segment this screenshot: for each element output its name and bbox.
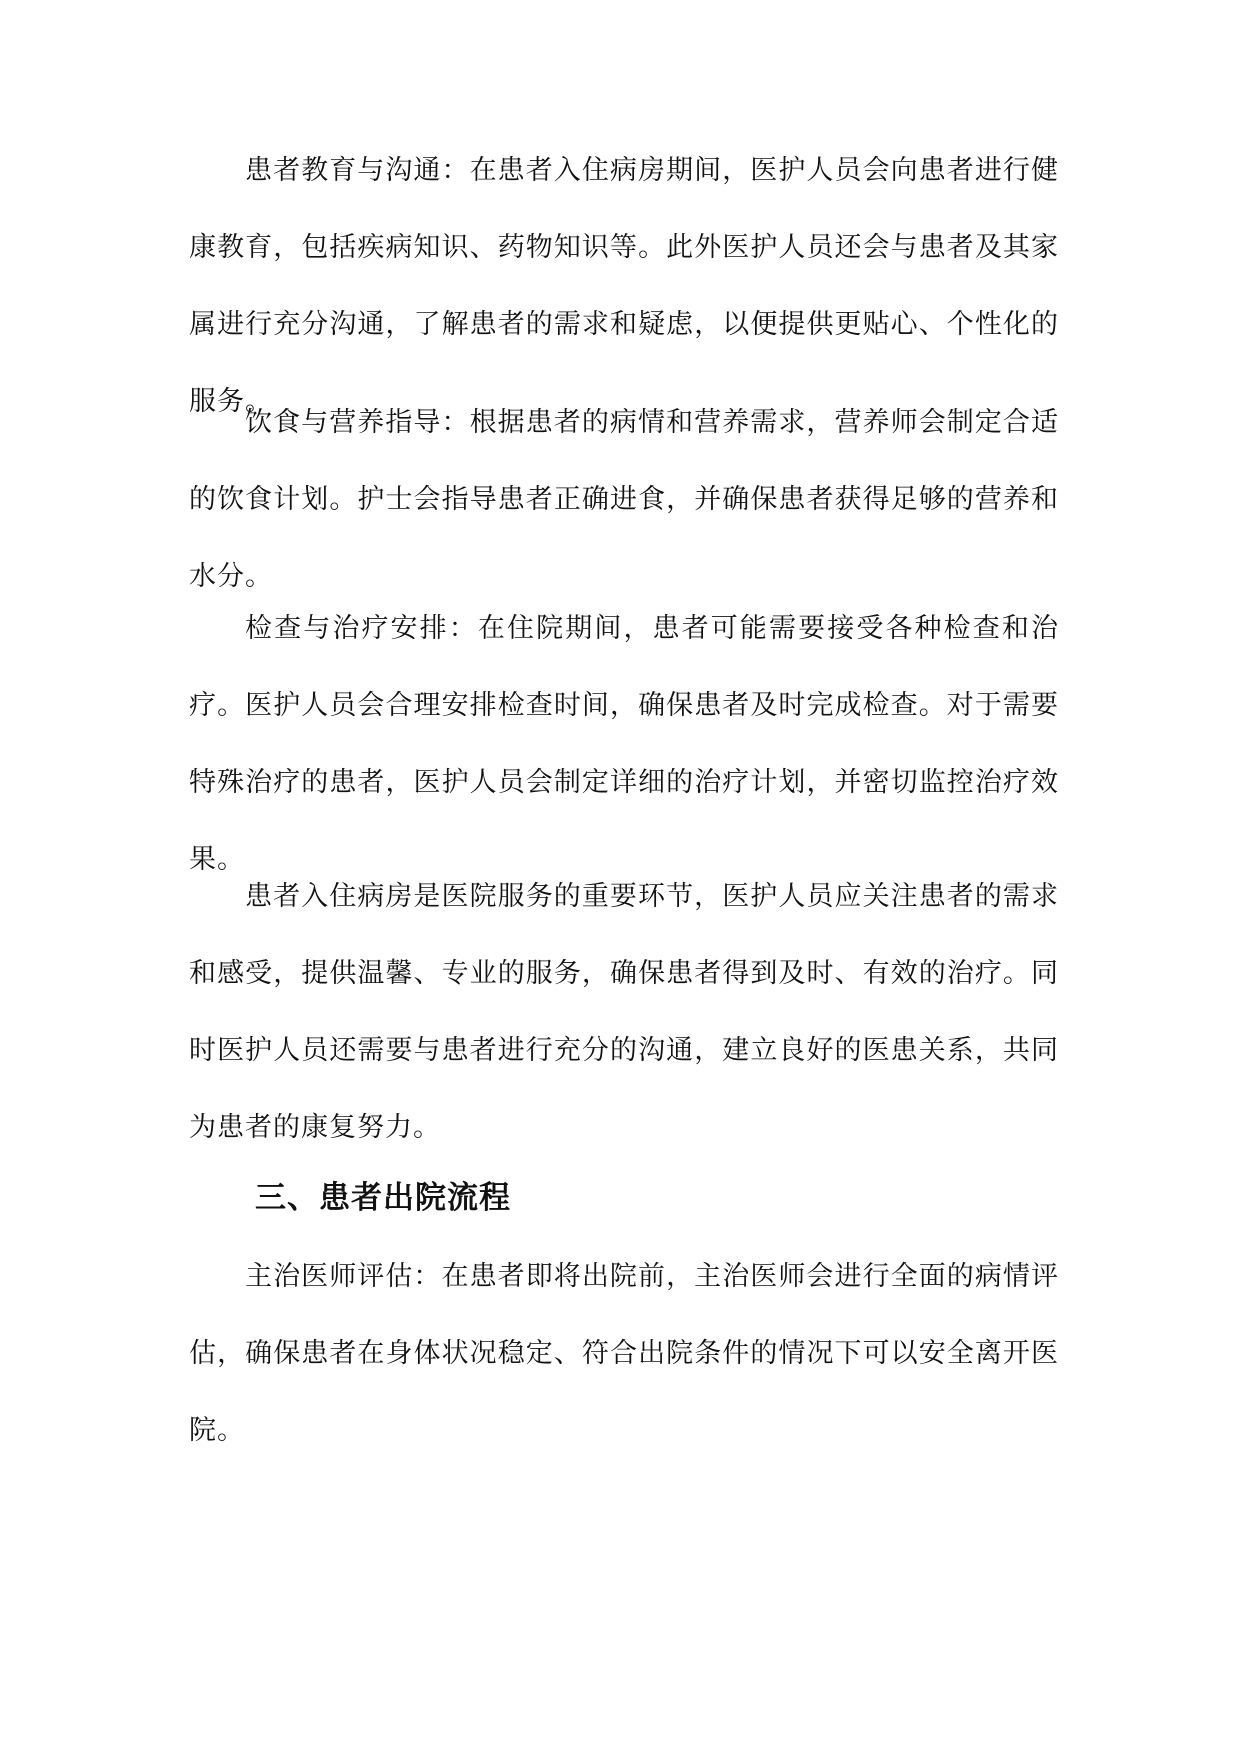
section-heading: 三、患者出院流程 bbox=[255, 1180, 511, 1216]
paragraph-exam-treatment: 检查与治疗安排：在住院期间，患者可能需要接受各种检查和治疗。医护人员会合理安排检查时间，确保患者及时完成检查。对于需要特殊治疗的患者，医护人员会制定详细的治疗计划，并密切监控治疗效果。 bbox=[189, 613, 1059, 875]
paragraph-physician-assessment: 主治医师评估：在患者即将出院前，主治医师会进行全面的病情评估，确保患者在身体状况稳定、符合出院条件的情况下可以安全离开医院。 bbox=[189, 1261, 1059, 1446]
paragraph-patient-education: 患者教育与沟通：在患者入住病房期间，医护人员会向患者进行健康教育，包括疾病知识、药物知识等。此外医护人员还会与患者及其家属进行充分沟通，了解患者的需求和疑虑，以便提供更贴心、个性化的服务。 bbox=[189, 155, 1059, 417]
paragraph-diet-nutrition: 饮食与营养指导：根据患者的病情和营养需求，营养师会制定合适的饮食计划。护士会指导患者正确进食，并确保患者获得足够的营养和水分。 bbox=[189, 407, 1059, 592]
paragraph-ward-summary: 患者入住病房是医院服务的重要环节，医护人员应关注患者的需求和感受，提供温馨、专业的服务，确保患者得到及时、有效的治疗。同时医护人员还需要与患者进行充分的沟通，建立良好的医患关系，共同为患者的康复努力。 bbox=[189, 881, 1059, 1143]
